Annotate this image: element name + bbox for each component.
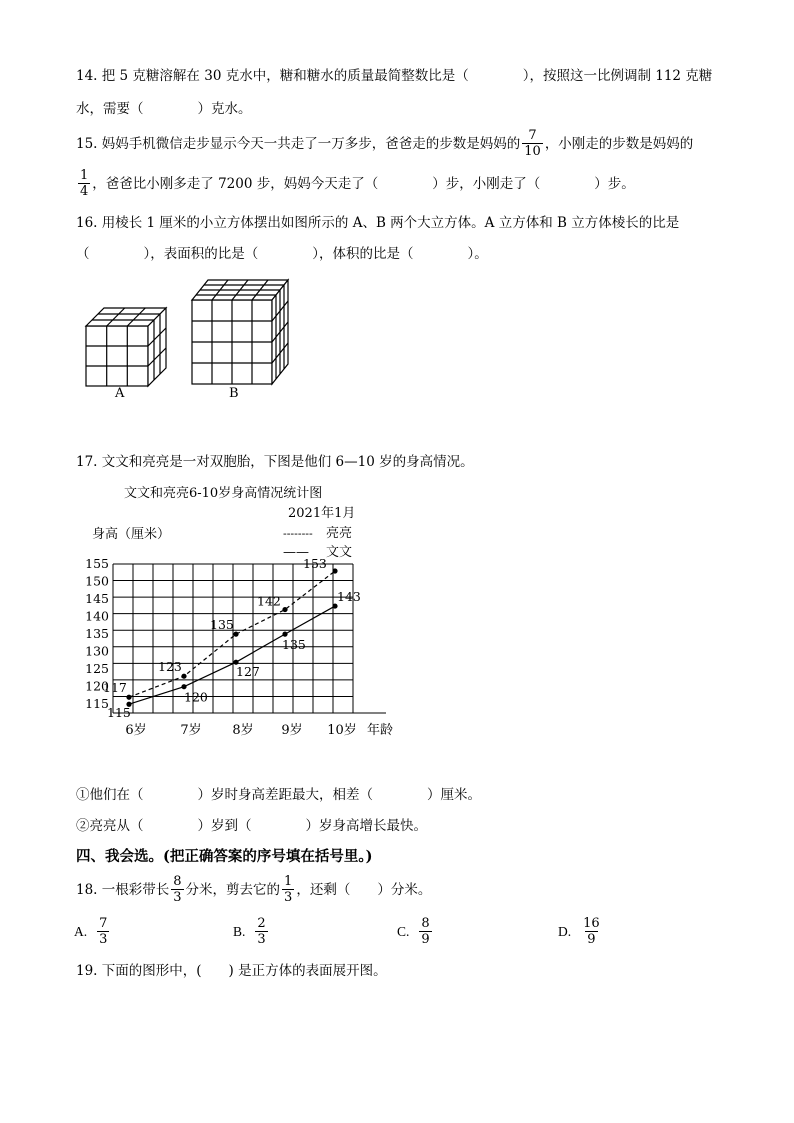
- fraction-numerator: 16: [583, 916, 600, 931]
- q17-sub2: ②亮亮从（ ）岁到（ ）岁身高增长最快。: [76, 818, 427, 834]
- q18-text-post: ，还剩（ ）分米。: [296, 881, 432, 898]
- cube-a: [86, 308, 166, 386]
- data-point: [181, 684, 186, 689]
- y-tick-label: 125: [85, 661, 109, 677]
- option-fraction: [419, 916, 431, 947]
- data-label: 115: [107, 705, 131, 721]
- data-label: 142: [257, 593, 281, 609]
- fraction-denominator: 9: [421, 932, 430, 947]
- data-point: [126, 695, 131, 700]
- y-tick-label: 155: [85, 556, 109, 571]
- option-letter: C.: [397, 923, 410, 939]
- fraction-denominator: 3: [257, 932, 266, 947]
- data-label: 143: [337, 589, 361, 605]
- y-tick-label: 145: [85, 591, 109, 607]
- y-tick-label: 115: [85, 696, 109, 712]
- legend-series-1-marker: --------: [283, 527, 313, 540]
- option-letter: D.: [558, 923, 572, 939]
- legend-series-2-marker: ——: [283, 545, 309, 560]
- x-tick-label: 7岁: [180, 723, 202, 738]
- q15-fraction-1-4: [78, 168, 90, 199]
- data-label: 123: [158, 659, 182, 675]
- data-label: 135: [210, 617, 234, 633]
- fraction-numerator: 7: [99, 916, 108, 931]
- fraction-numerator: 8: [173, 874, 182, 889]
- y-axis-label: 身高（厘米）: [92, 527, 171, 542]
- fraction-denominator: 3: [99, 932, 108, 947]
- data-label: 135: [282, 637, 306, 653]
- y-tick-label: 150: [85, 573, 109, 589]
- series-line-1: [129, 571, 335, 697]
- x-tick-labels: [125, 722, 356, 738]
- q18-text-pre: 18. 一根彩带长: [76, 881, 170, 898]
- data-point: [181, 674, 186, 679]
- q18-option-b[interactable]: [233, 916, 270, 947]
- fraction-numerator: 7: [528, 128, 537, 143]
- option-fraction: [255, 916, 267, 947]
- cube-b-label: B: [229, 386, 239, 401]
- q18-fraction-8-3: [171, 874, 183, 905]
- option-fraction: [97, 916, 109, 947]
- data-point: [332, 603, 337, 608]
- option-letter: A.: [74, 923, 88, 939]
- q18-stem: [76, 874, 431, 905]
- data-label: 120: [184, 689, 208, 705]
- x-tick-label: 6岁: [125, 723, 147, 738]
- chart-grid: [113, 564, 386, 713]
- x-axis-label: 年龄: [367, 723, 394, 738]
- option-letter: B.: [233, 923, 246, 939]
- data-label: 117: [103, 680, 127, 696]
- q18-text-mid: 分米，剪去它的: [185, 881, 281, 898]
- data-point: [233, 632, 238, 637]
- y-tick-label: 120: [85, 678, 109, 694]
- q15-text-mid: ，小刚走的步数是妈妈的: [544, 135, 694, 152]
- data-label: 127: [236, 664, 260, 680]
- fraction-numerator: 1: [284, 874, 293, 889]
- x-tick-label: 10岁: [327, 723, 357, 738]
- y-tick-label: 140: [85, 608, 109, 624]
- legend-series-1-label: 亮亮: [326, 526, 353, 541]
- data-point: [332, 568, 337, 573]
- height-line-chart: [80, 480, 410, 745]
- q15-line2: [76, 168, 635, 199]
- chart-subtitle: 2021年1月: [288, 506, 356, 521]
- q15-fraction-7-10: [522, 128, 543, 159]
- fraction-numerator: 8: [421, 916, 430, 931]
- cube-a-label: A: [115, 386, 125, 401]
- q16-line1: 16. 用棱长 1 厘米的小立方体摆出如图所示的 A、B 两个大立方体。A 立方体和 B 立方体棱长的比是: [76, 215, 680, 231]
- q14-line1: 14. 把 5 克糖溶解在 30 克水中，糖和糖水的质量最简整数比是（ ），按照这一比例调制 112 克糖: [76, 68, 713, 84]
- fraction-numerator: 1: [80, 168, 89, 183]
- fraction-denominator: 4: [80, 184, 89, 199]
- q15-text-post: ，爸爸比小刚多走了 7200 步，妈妈今天走了（ ）步，小刚走了（ ）步。: [92, 175, 635, 192]
- fraction-denominator: 3: [173, 890, 182, 905]
- x-tick-label: 9岁: [281, 723, 303, 738]
- q15-text-pre: 15. 妈妈手机微信走步显示今天一共走了一万多步，爸爸走的步数是妈妈的: [76, 135, 521, 152]
- q18-fraction-1-3: [282, 874, 294, 905]
- x-tick-label: 8岁: [232, 723, 254, 738]
- q17-sub1: ①他们在（ ）岁时身高差距最大，相差（ ）厘米。: [76, 787, 481, 803]
- q15-line1: [76, 128, 693, 159]
- legend-series-2-label: 文文: [326, 545, 353, 560]
- q19-stem: 19. 下面的图形中，( ) 是正方体的表面展开图。: [76, 963, 387, 979]
- fraction-numerator: 2: [257, 916, 266, 931]
- fraction-denominator: 9: [587, 932, 596, 947]
- fraction-denominator: 3: [284, 890, 293, 905]
- data-point: [282, 632, 287, 637]
- y-tick-label: 135: [85, 626, 109, 642]
- q18-option-a[interactable]: [74, 916, 111, 947]
- q18-option-c[interactable]: [397, 916, 434, 947]
- y-tick-label: 130: [85, 643, 109, 659]
- q17-intro: 17. 文文和亮亮是一对双胞胎，下图是他们 6—10 岁的身高情况。: [76, 454, 474, 470]
- data-label: 153: [303, 556, 327, 572]
- q14-line2: 水，需要（ ）克水。: [76, 101, 252, 117]
- chart-title: 文文和亮亮6-10岁身高情况统计图: [124, 486, 323, 501]
- q16-line2: （ ），表面积的比是（ ），体积的比是（ ）。: [76, 246, 488, 262]
- cube-b: [192, 280, 288, 384]
- data-point: [282, 607, 287, 612]
- option-fraction: [581, 916, 602, 947]
- fraction-denominator: 10: [524, 144, 541, 159]
- section-4-heading: 四、我会选。(把正确答案的序号填在括号里。): [76, 848, 373, 865]
- q18-option-d[interactable]: [558, 916, 604, 947]
